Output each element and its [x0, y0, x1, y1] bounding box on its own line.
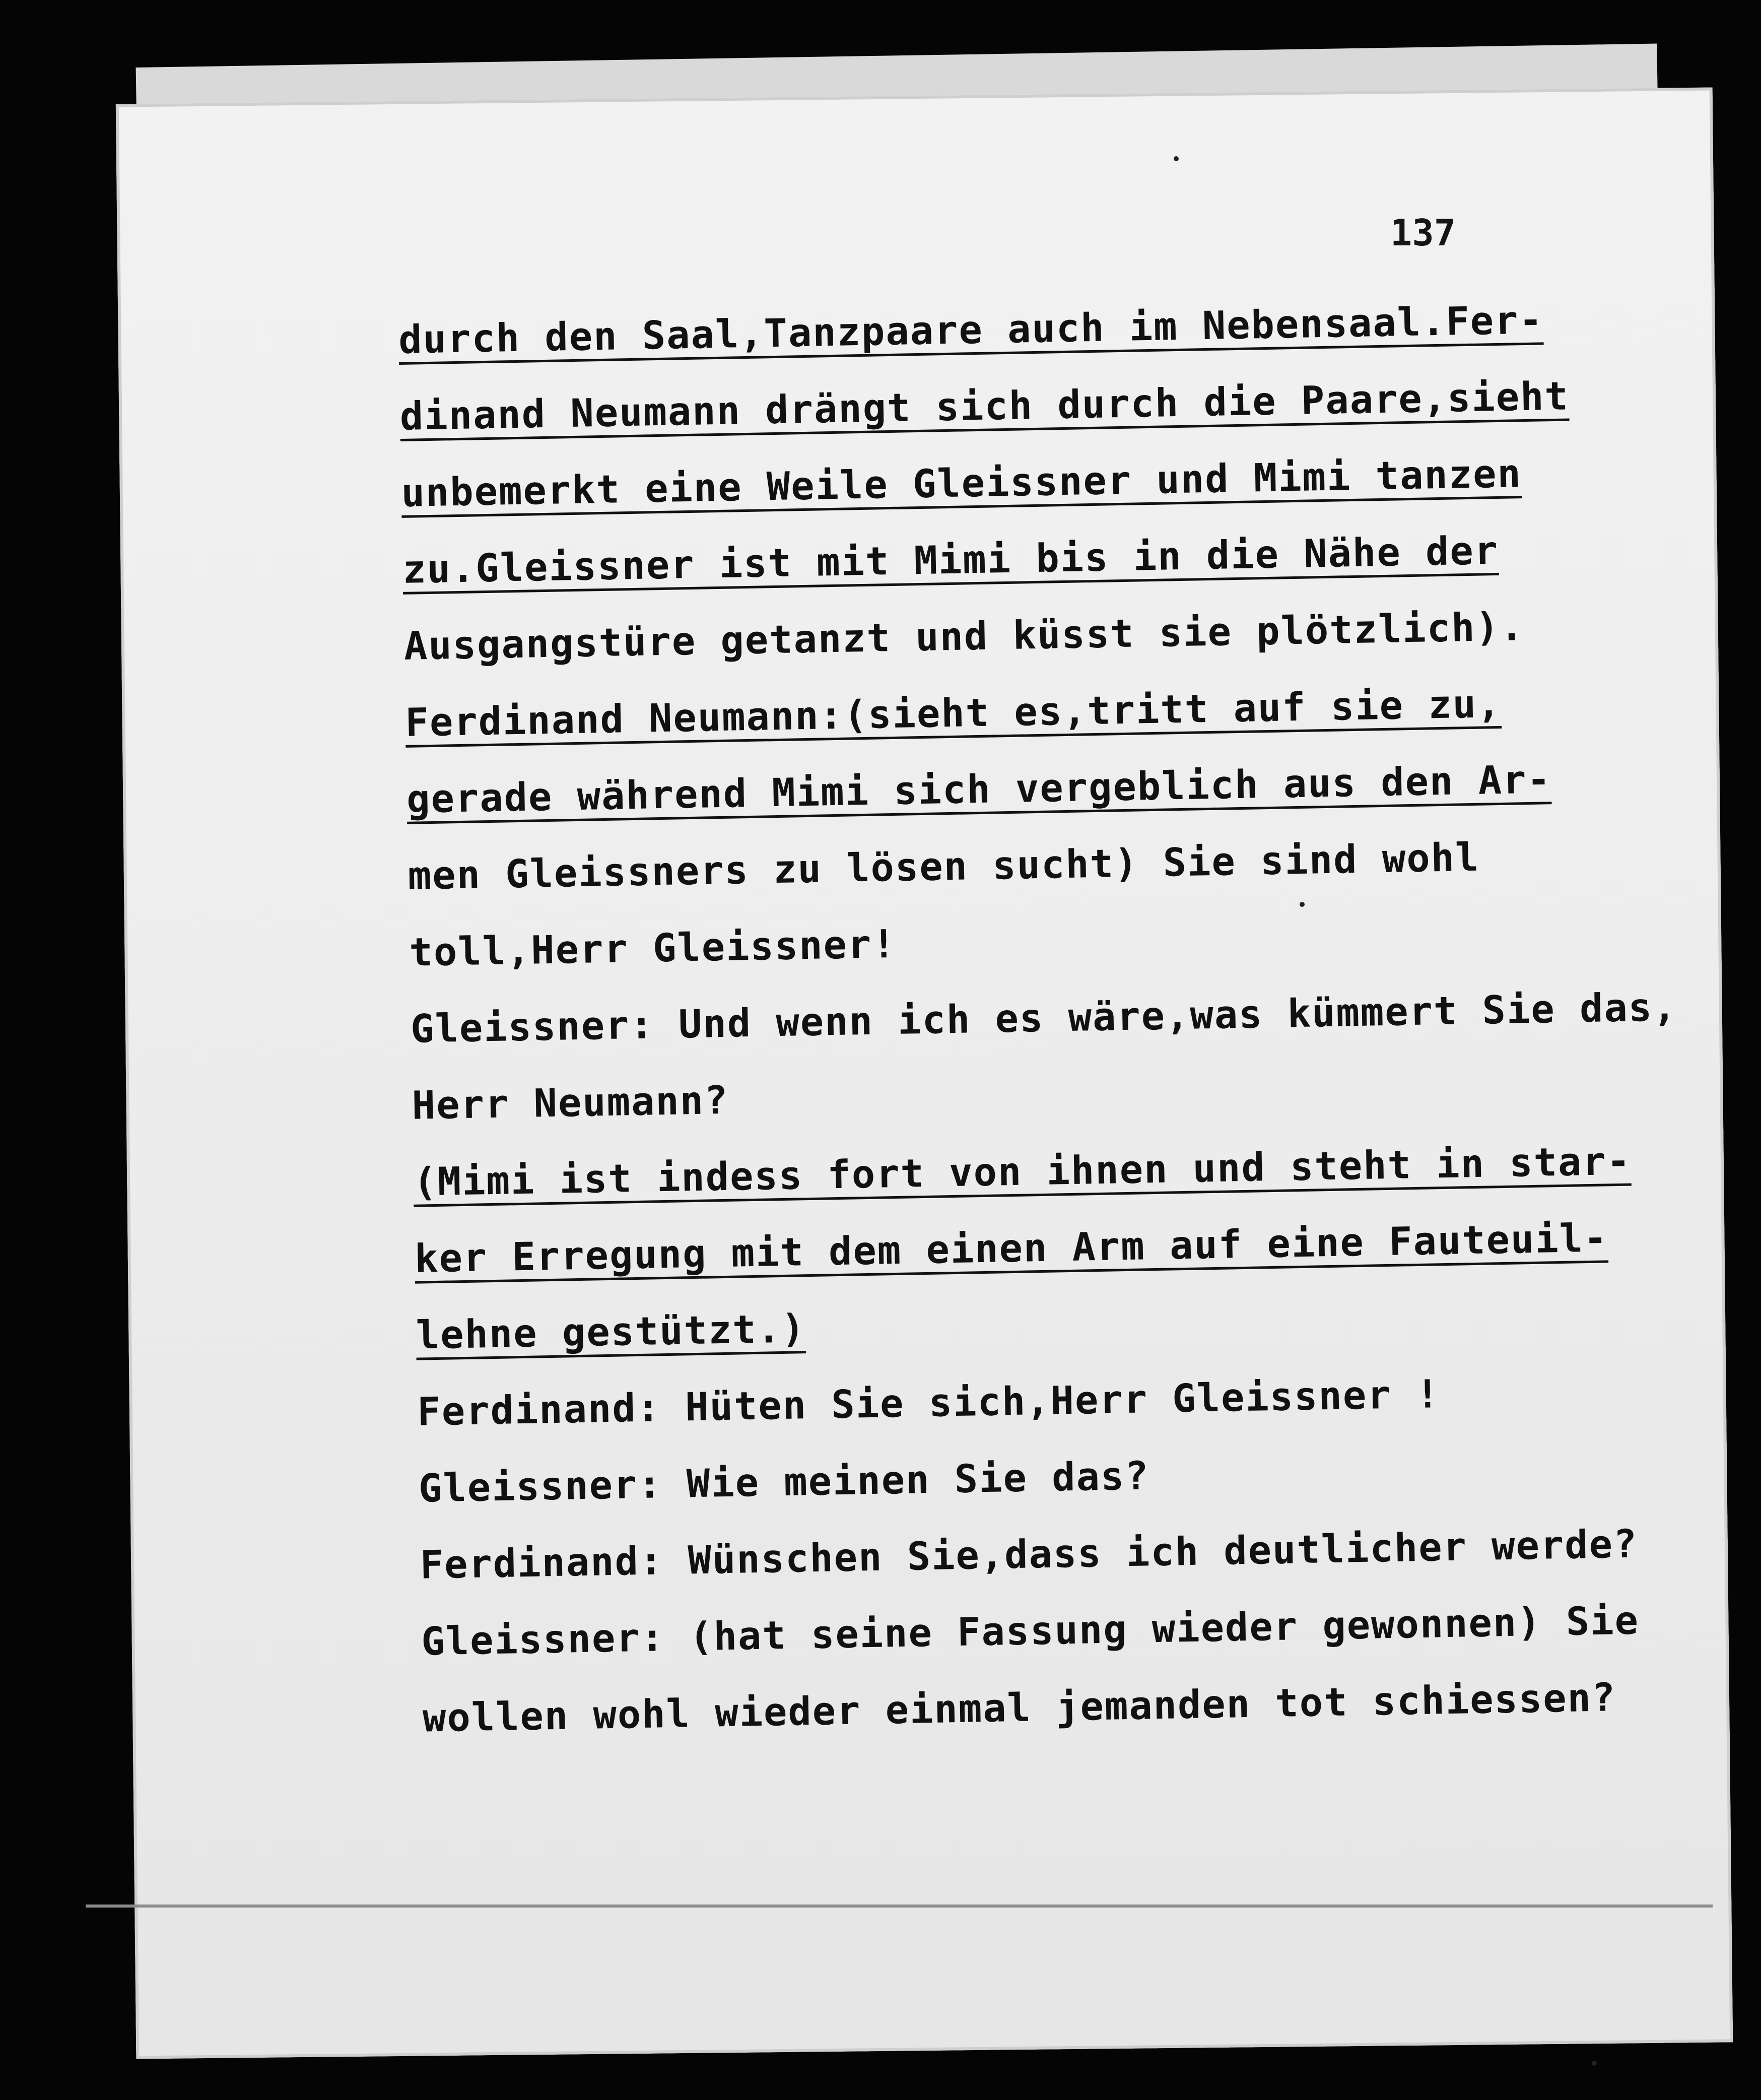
speck — [1174, 156, 1179, 161]
text-line-8: men Gleissners zu lösen sucht) Sie sind wohl — [408, 835, 1480, 899]
text-line-13: ker Erregung mit dem einen Arm auf eine Fauteuil- — [414, 1216, 1609, 1282]
text-line-1: durch den Saal,Tanzpaare auch im Nebensaal.Fer- — [398, 298, 1544, 363]
text-line-10: Gleissner: Und wenn ich es wäre,was kümmert Sie das, — [410, 985, 1678, 1052]
text-line-4: zu.Gleissner ist mit Mimi bis in die Nähe der — [402, 528, 1499, 593]
text-line-5: Ausgangstüre getanzt und küsst sie plötzlich). — [403, 605, 1525, 669]
text-line-19: wollen wohl wieder einmal jemanden tot schiessen? — [422, 1675, 1617, 1741]
text-line-12: (Mimi ist indess fort von ihnen und steht in star- — [413, 1139, 1632, 1205]
text-line-18: Gleissner: (hat seine Fassung wieder gewonnen) Sie — [421, 1598, 1640, 1665]
text-line-9: toll,Herr Gleissner! — [409, 922, 897, 975]
text-line-14: lehne gestützt.) — [416, 1306, 806, 1358]
speck — [1592, 2061, 1597, 2066]
text-line-3: unbemerkt eine Weile Gleissner und Mimi tanzen — [400, 451, 1522, 516]
text-line-7: gerade während Mimi sich vergeblich aus den Ar- — [406, 757, 1552, 822]
typed-text-block — [398, 280, 1708, 1757]
text-line-16: Gleissner: Wie meinen Sie das? — [418, 1454, 1150, 1512]
text-line-2: dinand Neumann drängt sich durch die Paare,sieht — [399, 374, 1570, 439]
text-line-6: Ferdinand Neumann:(sieht es,tritt auf sie zu, — [404, 681, 1502, 746]
speck — [1300, 902, 1305, 907]
text-line-17: Ferdinand: Wünschen Sie,dass ich deutlicher werde? — [419, 1522, 1639, 1588]
page-fold-line — [86, 1905, 1713, 1908]
text-line-15: Ferdinand: Hüten Sie sich,Herr Gleissner ! — [417, 1372, 1441, 1435]
page-number: 137 — [1390, 212, 1456, 254]
text-line-11: Herr Neumann? — [412, 1078, 729, 1129]
